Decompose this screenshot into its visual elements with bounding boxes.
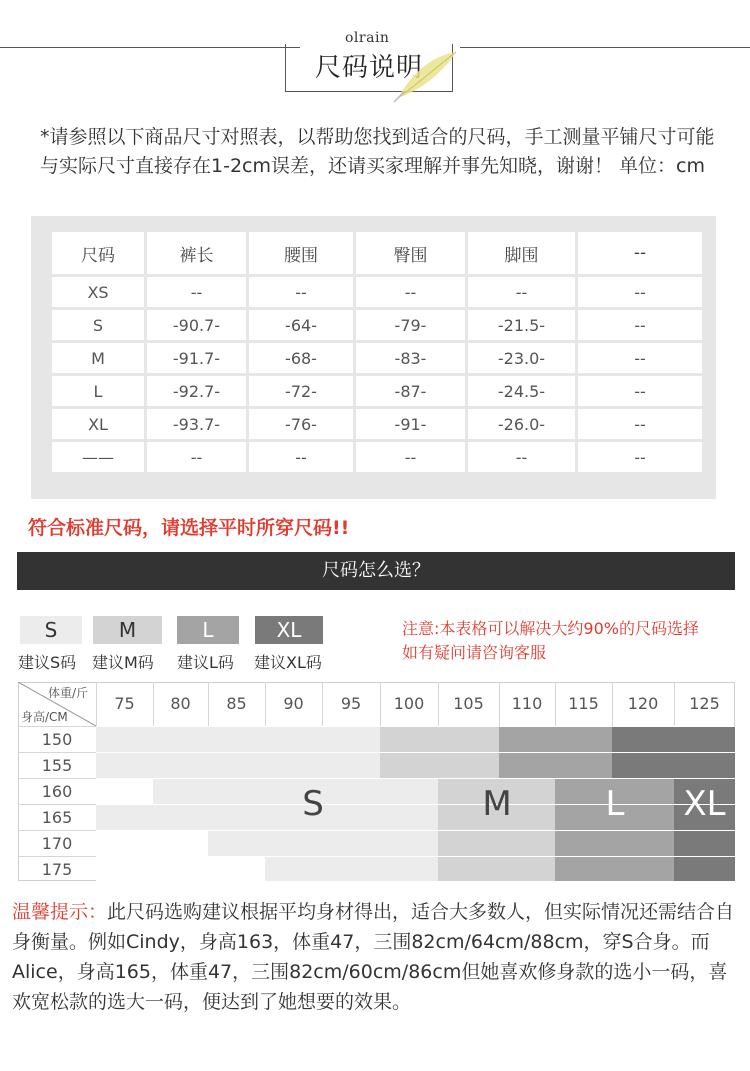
grid-cell	[322, 752, 380, 778]
note-line: 如有疑问请咨询客服	[402, 643, 547, 662]
table-header: 腰围	[249, 232, 356, 277]
grid-cell	[438, 830, 499, 856]
table-row	[52, 376, 702, 409]
grid-cell	[380, 830, 438, 856]
grid-cell	[322, 856, 380, 881]
weight-tick-label: 75	[114, 694, 135, 713]
grid-cell	[555, 856, 612, 881]
grid-cell	[153, 830, 208, 856]
table-cell: -83-	[356, 343, 468, 376]
grid-cell	[208, 726, 265, 752]
size-recommendation-grid	[18, 682, 735, 881]
height-tick-label: 170	[18, 830, 96, 856]
table-header: 尺码	[52, 232, 147, 277]
table-cell: M	[52, 343, 147, 376]
size-table	[52, 232, 702, 475]
table-cell: --	[249, 442, 356, 475]
legend-caption-m: 建议M码	[92, 653, 154, 672]
table-cell: -24.5-	[468, 376, 578, 409]
standard-size-notice: 符合标准尺码，请选择平时所穿尺码!!	[28, 517, 350, 539]
table-cell: -93.7-	[147, 409, 249, 442]
table-cell: S	[52, 310, 147, 343]
corner-diagonal	[18, 682, 96, 726]
height-axis-label: 身高/CM	[21, 710, 68, 724]
legend-swatch-l: L	[177, 616, 239, 644]
size-chart-note	[402, 617, 699, 665]
table-cell: -21.5-	[468, 310, 578, 343]
table-cell: -64-	[249, 310, 356, 343]
grid-cell	[153, 804, 208, 830]
table-row	[52, 442, 702, 475]
grid-cell	[265, 830, 322, 856]
grid-cell	[674, 752, 735, 778]
grid-cell	[322, 726, 380, 752]
grid-cell	[96, 804, 153, 830]
table-cell: --	[578, 442, 702, 475]
table-cell: -72-	[249, 376, 356, 409]
grid-cell	[208, 752, 265, 778]
table-cell: -23.0-	[468, 343, 578, 376]
brand-logo: olrain	[345, 30, 390, 46]
table-cell: -92.7-	[147, 376, 249, 409]
table-header: 臀围	[356, 232, 468, 277]
table-cell: --	[356, 277, 468, 310]
height-tick-label: 150	[18, 726, 96, 752]
height-tick-label: 160	[18, 778, 96, 804]
weight-tick-label: 95	[340, 694, 362, 713]
table-cell: --	[356, 442, 468, 475]
table-row	[52, 343, 702, 376]
grid-cell	[153, 726, 208, 752]
grid-cell	[674, 830, 735, 856]
table-cell: -68-	[249, 343, 356, 376]
header-rule-left	[0, 47, 300, 48]
grid-cell	[96, 830, 153, 856]
table-cell: -87-	[356, 376, 468, 409]
legend-caption-xl: 建议XL码	[254, 653, 322, 672]
grid-cell	[555, 830, 612, 856]
grid-cell	[265, 752, 322, 778]
grid-cell	[96, 856, 153, 881]
table-cell: --	[578, 343, 702, 376]
tip-body: 此尺码选购建议根据平均身材得出，适合大多数人，但实际情况还需结合自身衡量。例如Cindy，身高163，体重47，三围82cm/64cm/88cm，穿S合身。而Alice，身高165，体重47，三围82cm/60cm/86cm但她喜欢修身款的选小一码，喜欢宽松款的选大一码，便达到了她想要的效果。	[12, 901, 735, 1013]
legend-swatch-s: S	[20, 616, 82, 644]
tip-text	[12, 897, 740, 1017]
table-cell: --	[147, 442, 249, 475]
grid-cell	[612, 830, 674, 856]
grid-cell	[612, 752, 674, 778]
grid-cell	[208, 804, 265, 830]
grid-cell	[555, 726, 612, 752]
grid-cell	[380, 726, 438, 752]
grid-cell	[674, 856, 735, 881]
grid-cell	[322, 830, 380, 856]
grid-cell	[380, 778, 438, 804]
weight-tick-label: 115	[568, 694, 599, 713]
weight-tick-label: 90	[283, 694, 304, 713]
table-cell: XL	[52, 409, 147, 442]
tip-lead: 温馨提示：	[12, 901, 108, 923]
grid-cell	[380, 804, 438, 830]
table-cell: -91-	[356, 409, 468, 442]
grid-cell	[380, 856, 438, 881]
height-tick-label: 175	[18, 856, 96, 881]
size-zone-label: L	[605, 784, 625, 824]
table-row	[52, 310, 702, 343]
table-header: --	[578, 232, 702, 277]
table-row	[52, 409, 702, 442]
table-cell: --	[249, 277, 356, 310]
grid-cell	[499, 856, 555, 881]
table-cell: L	[52, 376, 147, 409]
grid-cell	[674, 726, 735, 752]
table-cell: -91.7-	[147, 343, 249, 376]
grid-cell	[96, 726, 153, 752]
grid-cell	[153, 856, 208, 881]
grid-cell	[499, 830, 555, 856]
grid-cell	[438, 752, 499, 778]
weight-tick-label: 120	[627, 694, 659, 713]
table-cell: -26.0-	[468, 409, 578, 442]
grid-cell	[208, 830, 265, 856]
feather-icon	[390, 46, 460, 106]
table-cell: --	[468, 277, 578, 310]
grid-cell	[612, 856, 674, 881]
table-cell: --	[147, 277, 249, 310]
weight-tick-label: 125	[689, 694, 720, 713]
height-tick-label: 155	[18, 752, 96, 778]
table-cell: ——	[52, 442, 147, 475]
table-cell: --	[578, 409, 702, 442]
grid-cell	[555, 752, 612, 778]
table-cell: -79-	[356, 310, 468, 343]
grid-cell	[499, 726, 555, 752]
weight-axis-label: 体重/斤	[48, 686, 89, 700]
grid-cell	[153, 752, 208, 778]
grid-cell	[265, 726, 322, 752]
legend-swatch-m: M	[93, 616, 162, 644]
height-tick-label: 165	[18, 804, 96, 830]
grid-cell	[96, 778, 153, 804]
grid-cell	[208, 778, 265, 804]
table-header: 裤长	[147, 232, 249, 277]
table-cell: --	[578, 376, 702, 409]
grid-cell	[499, 752, 555, 778]
weight-tick-label: 105	[453, 694, 484, 713]
table-header-row	[52, 232, 702, 277]
section-title-band: 尺码怎么选？	[17, 552, 735, 590]
legend-swatch-xl: XL	[255, 616, 323, 644]
note-line: 注意:本表格可以解决大约90%的尺码选择	[402, 619, 699, 638]
table-header: 脚围	[468, 232, 578, 277]
table-row	[52, 277, 702, 310]
table-cell: --	[578, 310, 702, 343]
table-cell: -76-	[249, 409, 356, 442]
grid-cell	[438, 726, 499, 752]
header-rule-right	[460, 47, 750, 48]
grid-cell	[208, 856, 265, 881]
grid-cell	[438, 856, 499, 881]
table-cell: --	[468, 442, 578, 475]
grid-cell	[153, 778, 208, 804]
table-cell: --	[578, 277, 702, 310]
grid-cell	[380, 752, 438, 778]
table-cell: -90.7-	[147, 310, 249, 343]
grid-cell	[96, 752, 153, 778]
size-zone-label: M	[482, 784, 512, 824]
intro-text: *请参照以下商品尺寸对照表，以帮助您找到适合的尺码，手工测量平铺尺寸可能与实际尺寸直接存在1-2cm误差，还请买家理解并事先知晓，谢谢！ 单位：cm	[40, 126, 715, 177]
grid-cell	[265, 856, 322, 881]
size-zone-label: XL	[683, 784, 726, 824]
size-zone-label: S	[302, 784, 324, 824]
weight-tick-label: 80	[170, 694, 191, 713]
table-cell: XS	[52, 277, 147, 310]
grid-cell	[612, 726, 674, 752]
legend-caption-l: 建议L码	[177, 653, 234, 672]
legend-caption-s: 建议S码	[18, 653, 77, 672]
weight-tick-label: 110	[511, 694, 543, 713]
page-title: 尺码说明	[314, 53, 423, 83]
weight-tick-label: 85	[226, 694, 247, 713]
weight-tick-label: 100	[393, 694, 425, 713]
